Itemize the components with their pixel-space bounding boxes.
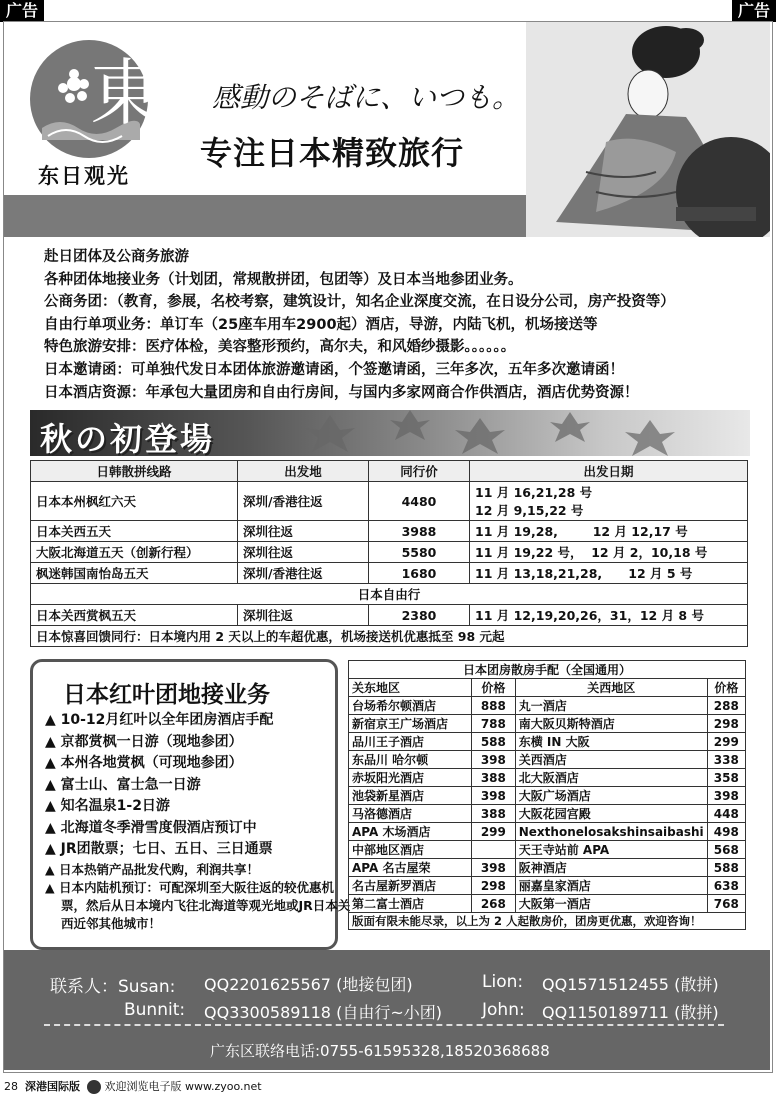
col-route: 日韩散拼线路: [31, 461, 238, 482]
slogan-jp: 感動のそばに、いつも。: [212, 81, 521, 114]
route-name: 大阪北海道五天（创新行程）: [31, 542, 238, 563]
table-header-row: [31, 461, 748, 482]
list-item: ▲ JR团散票；七日、五日、三日通票: [45, 841, 273, 857]
kanto-price: 388: [471, 769, 515, 787]
brand-name: 东日观光: [38, 164, 130, 188]
john-qq: QQ1150189711 (散拼): [542, 1003, 719, 1022]
date-line: 11 月 16,21,28 号: [475, 485, 593, 500]
kansai-price: 298: [707, 715, 745, 733]
kanto-price: 788: [471, 715, 515, 733]
geisha-image: [526, 22, 770, 237]
hotel-rows: [349, 697, 746, 913]
route-from: 深圳往返: [238, 605, 369, 626]
kansai-price: 448: [707, 805, 745, 823]
route-from: 深圳往返: [238, 542, 369, 563]
contact-footer: [4, 950, 770, 1070]
ad-tag-right: 广告: [732, 0, 776, 22]
kanto-hotel: APA 名古屋荣: [349, 859, 472, 877]
kansai-hotel: 丽嘉皇家酒店: [515, 877, 707, 895]
info-line: 日本酒店资源：年承包大量团房和自由行房间，与国内多家网商合作供酒店，酒店优势资源！: [44, 384, 639, 401]
kansai-hotel: 北大阪酒店: [515, 769, 707, 787]
table-row: [349, 697, 746, 715]
logo: [30, 40, 163, 158]
list-item: ▲ 本州各地赏枫（可现地参团）: [45, 755, 243, 771]
kansai-hotel: 关西酒店: [515, 751, 707, 769]
kanto-hotel: 东品川 哈尔顿: [349, 751, 472, 769]
contact-lion: Lion:: [482, 972, 524, 992]
kansai-hotel: 阪神酒店: [515, 859, 707, 877]
kansai-hotel: 大阪广场酒店: [515, 787, 707, 805]
kanto-price: 388: [471, 805, 515, 823]
route-from: 深圳/香港往返: [238, 563, 369, 584]
route-name: 日本关西五天: [31, 521, 238, 542]
kanto-price: 398: [471, 751, 515, 769]
kansai-price: 498: [707, 823, 745, 841]
list-item: ▲ 知名温泉1-2日游: [45, 798, 170, 814]
website: 欢迎浏览电子版 www.zyoo.net: [104, 1080, 262, 1093]
kanto-hotel: 品川王子酒店: [349, 733, 472, 751]
note-row: [349, 913, 746, 930]
kansai-price: 299: [707, 733, 745, 751]
col-kanto: 关东地区: [349, 679, 472, 697]
services-info: [44, 246, 744, 404]
kansai-hotel: 南大阪贝斯特酒店: [515, 715, 707, 733]
route-name: 枫迷韩国南怡岛五天: [31, 563, 238, 584]
contact-label-text: 联系人：: [50, 977, 118, 997]
kansai-price: 288: [707, 697, 745, 715]
table-row: [31, 521, 748, 542]
banner-text: 秋の初登場: [40, 420, 216, 456]
route-dates: 11 月 19,22 号， 12 月 2，10,18 号: [470, 542, 748, 563]
table-row: [349, 841, 746, 859]
kansai-hotel: 东横 IN 大阪: [515, 733, 707, 751]
bunnit-qq: QQ3300589118 (自由行~小团): [204, 1003, 442, 1022]
table-row: [349, 805, 746, 823]
autumn-banner: [30, 410, 750, 456]
kanto-hotel: 池袋新星酒店: [349, 787, 472, 805]
table-title-row: [349, 661, 746, 679]
page-number: 28: [4, 1080, 18, 1093]
kansai-price: 338: [707, 751, 745, 769]
kansai-price: 768: [707, 895, 745, 913]
table-row: [349, 751, 746, 769]
contact-john: John:: [482, 1000, 525, 1020]
route-name: 日本关西赏枫五天: [31, 605, 238, 626]
kanto-price: 588: [471, 733, 515, 751]
col-price: 价格: [471, 679, 515, 697]
contact-susan: Susan:: [118, 977, 176, 997]
route-price: 1680: [369, 563, 470, 584]
list-item: ▲ 日本内陆机预订：可配深圳至大阪往返的较优惠机票，然后从日本境内飞往北海道等观光地或JR日本关西近邻其他城市！: [45, 879, 351, 931]
geisha-illustration: [526, 22, 770, 237]
kanto-hotel: 赤坂阳光酒店: [349, 769, 472, 787]
table-row: [349, 859, 746, 877]
col-dates: 出发日期: [470, 461, 748, 482]
kanto-hotel: 名古屋新罗酒店: [349, 877, 472, 895]
info-line: 公商务团：（教育，参展，名校考察，建筑设计，知名企业深度交流，在日设分公司，房产投资等）: [44, 294, 675, 311]
table-row: [31, 482, 748, 521]
list-item: ▲ 北海道冬季滑雪度假酒店预订中: [45, 819, 257, 836]
route-from: 深圳往返: [238, 521, 369, 542]
route-dates: 11 月 13,18,21,28, 12 月 5 号: [470, 563, 748, 584]
logo-char: 東: [90, 51, 163, 135]
table-row: [349, 769, 746, 787]
info-line: 各种团体地接业务（计划团，常规散拼团，包团等）及日本当地参团业务。: [44, 271, 523, 288]
kanto-price: 298: [471, 877, 515, 895]
col-from: 出发地: [238, 461, 369, 482]
kansai-hotel: Nexthonelosakshinsaibashi: [515, 823, 707, 841]
kanto-price: 888: [471, 697, 515, 715]
table-row: [349, 715, 746, 733]
route-price: 3988: [369, 521, 470, 542]
kanto-hotel: 台场希尔顿酒店: [349, 697, 472, 715]
col-price: 同行价: [369, 461, 470, 482]
publisher-icon: [87, 1080, 101, 1094]
kanto-price: 299: [471, 823, 515, 841]
dashed-divider: [44, 1024, 724, 1026]
date-line: 12 月 9,15,22 号: [475, 503, 584, 518]
info-line: 日本邀请函：可单独代发日本团体旅游邀请函，个签邀请函，三年多次，五年多次邀请函！: [44, 361, 624, 378]
table-row: [349, 823, 746, 841]
route-price: 2380: [369, 605, 470, 626]
red-leaf-box: [30, 659, 351, 950]
kansai-price: 568: [707, 841, 745, 859]
contact-label: [50, 972, 175, 997]
ad-tag-left: 广告: [0, 0, 44, 22]
route-from: 深圳/香港往返: [238, 482, 369, 521]
kanto-price: 398: [471, 787, 515, 805]
table-row: [31, 605, 748, 626]
note-row: [31, 626, 748, 647]
kanto-price: 268: [471, 895, 515, 913]
contact-bunnit: Bunnit:: [124, 1000, 186, 1020]
slogan-cn: 专注日本精致旅行: [200, 134, 465, 172]
red-leaf-list: [45, 710, 351, 933]
hotels-table: [348, 660, 746, 930]
publication: 深港国际版: [25, 1080, 80, 1093]
kanto-hotel: APA 木场酒店: [349, 823, 472, 841]
table-row: [349, 895, 746, 913]
kanto-hotel: 马洛德酒店: [349, 805, 472, 823]
hotels-note: 版面有限未能尽录，以上为 2 人起散房价，团房更优惠，欢迎咨询！: [349, 913, 746, 930]
routes-table: [30, 460, 748, 647]
region-phone: 广东区联络电话:0755-61595328,18520368688: [210, 1042, 550, 1060]
section-title: 日本自由行: [31, 584, 748, 605]
table-row: [349, 733, 746, 751]
route-price: 5580: [369, 542, 470, 563]
susan-qq: QQ2201625567 (地接包团): [204, 975, 413, 994]
kansai-price: 638: [707, 877, 745, 895]
kansai-hotel: 大阪第一酒店: [515, 895, 707, 913]
table-row: [31, 563, 748, 584]
section-row: [31, 584, 748, 605]
kansai-price: 588: [707, 859, 745, 877]
list-item: ▲ 10-12月红叶以全年团房酒店手配: [45, 712, 274, 728]
info-line: 特色旅游安排：医疗体检，美容整形预约，高尔夫，和风婚纱摄影。。。。。。: [44, 339, 516, 356]
list-item: ▲ 京都赏枫一日游（现地参团）: [45, 733, 243, 750]
col-price: 价格: [707, 679, 745, 697]
kanto-hotel: 第二富士酒店: [349, 895, 472, 913]
kanto-hotel: 中部地区酒店: [349, 841, 472, 859]
kansai-hotel: 丸一酒店: [515, 697, 707, 715]
hotels-title: 日本团房散房手配（全国通用）: [349, 661, 746, 679]
kansai-hotel: 天王寺站前 APA: [515, 841, 707, 859]
route-dates: [470, 482, 748, 521]
kansai-price: 358: [707, 769, 745, 787]
route-dates: 11 月 19,28, 12 月 12,17 号: [470, 521, 748, 542]
kanto-price: 398: [471, 859, 515, 877]
table-header-row: [349, 679, 746, 697]
routes-note: 日本惊喜回馈同行：日本境内用 2 天以上的车超优惠，机场接送机优惠抵至 98 元起: [31, 626, 748, 647]
kansai-hotel: 大阪花园宫殿: [515, 805, 707, 823]
table-row: [349, 877, 746, 895]
page-footer: [4, 1078, 262, 1094]
col-kansai: 关西地区: [515, 679, 707, 697]
lion-qq: QQ1571512455 (散拼): [542, 975, 719, 994]
info-line: 赴日团体及公商务旅游: [44, 249, 189, 265]
list-item: ▲ 日本热销产品批发代购，利润共享！: [45, 861, 259, 877]
table-row: [349, 787, 746, 805]
route-price: 4480: [369, 482, 470, 521]
red-leaf-title: 日本红叶团地接业务: [63, 682, 270, 708]
route-dates: 11 月 12,19,20,26，31，12 月 8 号: [470, 605, 748, 626]
kanto-price: [471, 841, 515, 859]
kansai-price: 398: [707, 787, 745, 805]
table-row: [31, 542, 748, 563]
header-bar: [4, 195, 526, 237]
info-line: 自由行单项业务：单订车（25座车用车2900起）酒店，导游，内陆飞机，机场接送等: [44, 316, 598, 333]
list-item: ▲ 富士山、富士急一日游: [45, 776, 201, 793]
kanto-hotel: 新宿京王广场酒店: [349, 715, 472, 733]
route-name: 日本本州枫红六天: [31, 482, 238, 521]
